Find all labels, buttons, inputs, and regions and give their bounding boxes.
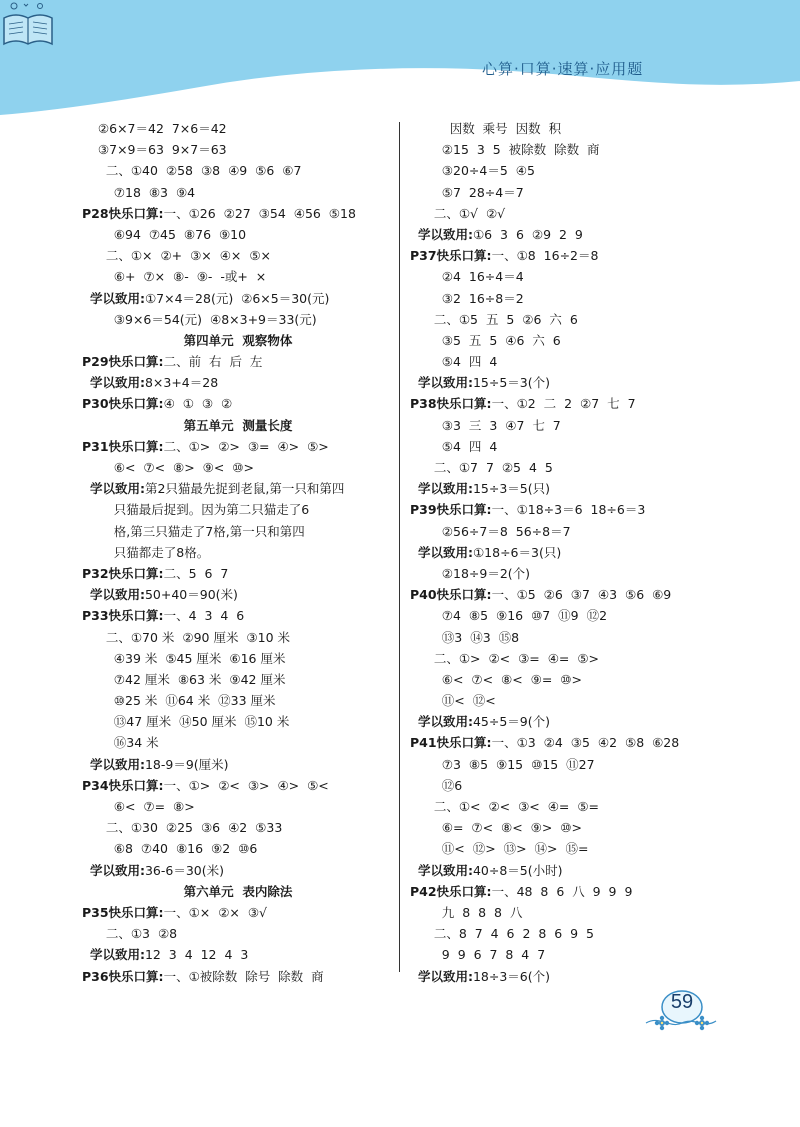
page-number-badge xyxy=(640,985,720,1035)
line-indent xyxy=(410,160,442,181)
answer-text: 学以致用:40÷8＝5(小时) xyxy=(417,862,563,878)
section-label: 学以致用: xyxy=(417,714,473,730)
page-number: 59 xyxy=(670,991,694,1013)
answer-text: 二、①40 ②58 ③8 ④9 ⑤6 ⑥7 xyxy=(105,163,302,179)
line-indent xyxy=(410,521,442,542)
answer-text: ③7×9＝63 9×7＝63 xyxy=(97,142,227,158)
answer-text: P31快乐口算:二、①> ②> ③= ④> ⑤> xyxy=(82,438,329,454)
header-wave-background xyxy=(0,0,800,130)
answer-line xyxy=(410,923,722,944)
column-divider xyxy=(399,122,400,972)
line-indent xyxy=(410,478,418,499)
answer-line xyxy=(410,351,722,372)
answer-line xyxy=(410,478,722,499)
answer-text: 二、①> ②< ③= ④= ⑤> xyxy=(433,650,600,666)
section-label: 学以致用: xyxy=(89,862,145,878)
answer-text: 二、①3 ②8 xyxy=(105,926,178,942)
answer-line xyxy=(82,436,394,457)
answer-text: ②4 16÷4＝4 xyxy=(441,269,524,285)
line-indent xyxy=(410,860,418,881)
line-indent xyxy=(410,351,442,372)
section-label: 学以致用: xyxy=(89,587,145,603)
answer-text: 学以致用:12 3 4 12 4 3 xyxy=(89,947,249,963)
answer-line xyxy=(82,542,394,563)
line-indent xyxy=(82,457,114,478)
line-indent xyxy=(410,542,418,563)
answer-text: P38快乐口算:一、①2 二 2 ②7 七 7 xyxy=(410,396,636,412)
section-label: 学以致用: xyxy=(89,947,145,963)
answer-line xyxy=(410,309,722,330)
section-label: 学以致用: xyxy=(89,375,145,391)
section-label: P33快乐口算: xyxy=(82,608,164,624)
line-indent xyxy=(410,203,434,224)
section-label: 学以致用: xyxy=(417,968,473,984)
answer-line xyxy=(410,330,722,351)
line-indent xyxy=(82,944,90,965)
answer-text: ⑤4 四 4 xyxy=(441,438,498,454)
section-label: P38快乐口算: xyxy=(410,396,492,412)
answer-line xyxy=(82,266,394,287)
answer-text: 第五单元 测量长度 xyxy=(183,417,293,433)
answer-text: 二、①70 米 ②90 厘米 ③10 米 xyxy=(105,629,290,645)
answer-line xyxy=(82,182,394,203)
line-indent xyxy=(82,923,106,944)
answer-text: ⑥< ⑦< ⑧> ⑨< ⑩> xyxy=(113,460,254,475)
line-indent xyxy=(410,288,442,309)
answer-text: 学以致用:①7×4＝28(元) ②6×5＝30(元) xyxy=(89,290,330,306)
answer-line xyxy=(410,732,722,753)
answer-line xyxy=(82,160,394,181)
line-indent xyxy=(82,309,114,330)
line-indent xyxy=(410,902,442,923)
answer-line xyxy=(82,754,394,775)
line-indent xyxy=(82,139,98,160)
unit-heading xyxy=(82,881,394,902)
answer-text: P28快乐口算:一、①26 ②27 ③54 ④56 ⑤18 xyxy=(82,205,356,221)
answers-right-column xyxy=(410,118,722,987)
line-indent xyxy=(82,478,90,499)
section-label: 学以致用: xyxy=(417,226,473,242)
answer-text: ⑪< ⑫< xyxy=(441,693,496,709)
answer-text: 学以致用:第2只猫最先捉到老鼠,第一只和第四 xyxy=(89,481,345,497)
answer-line xyxy=(410,690,722,711)
answer-text: ②6×7＝42 7×6＝42 xyxy=(97,121,227,136)
header-title: 心算·口算·速算·应用题 xyxy=(482,60,644,78)
line-indent xyxy=(410,944,442,965)
answer-line xyxy=(82,521,394,542)
answer-text: 9 9 6 7 8 4 7 xyxy=(441,947,546,963)
answer-line xyxy=(410,838,722,859)
answer-text: P39快乐口算:一、①18÷3＝6 18÷6＝3 xyxy=(410,502,646,518)
line-indent xyxy=(410,330,442,351)
answer-line xyxy=(410,669,722,690)
answer-text: 学以致用:15÷3＝5(只) xyxy=(417,481,550,497)
answer-line xyxy=(82,627,394,648)
answer-line xyxy=(82,838,394,859)
answer-text: ⑪< ⑫> ⑬> ⑭> ⑮= xyxy=(441,841,589,857)
line-indent xyxy=(410,817,442,838)
answer-line xyxy=(82,711,394,732)
section-label: P42快乐口算: xyxy=(410,883,492,899)
answers-left-column xyxy=(82,118,394,987)
answer-line xyxy=(82,860,394,881)
answer-line xyxy=(410,584,722,605)
section-label: P28快乐口算: xyxy=(82,205,164,221)
section-label: P32快乐口算: xyxy=(82,565,164,581)
answer-text: P41快乐口算:一、①3 ②4 ③5 ④2 ⑤8 ⑥28 xyxy=(410,735,680,751)
answer-line xyxy=(410,711,722,732)
section-label: P30快乐口算: xyxy=(82,396,164,412)
answer-line xyxy=(82,563,394,584)
line-indent xyxy=(82,860,90,881)
page-header xyxy=(0,0,800,130)
answer-line xyxy=(82,944,394,965)
answer-text: 只猫都走了8格。 xyxy=(113,544,210,560)
line-indent xyxy=(82,542,114,563)
section-label: 学以致用: xyxy=(89,756,145,772)
section-label: 学以致用: xyxy=(417,544,473,560)
answer-line xyxy=(410,860,722,881)
line-indent xyxy=(410,309,434,330)
answer-text: ②15 3 5 被除数 除数 商 xyxy=(441,142,600,158)
answer-line xyxy=(410,393,722,414)
answer-text: ⑬3 ⑭3 ⑮8 xyxy=(441,629,520,645)
section-label: 学以致用: xyxy=(417,481,473,497)
answer-line xyxy=(82,732,394,753)
answer-text: ③3 三 3 ④7 七 7 xyxy=(441,417,561,433)
answer-text: P29快乐口算:二、前 右 后 左 xyxy=(82,354,263,370)
line-indent xyxy=(410,415,442,436)
answer-line xyxy=(82,499,394,520)
answer-line xyxy=(410,203,722,224)
answer-line xyxy=(82,309,394,330)
line-indent xyxy=(410,605,442,626)
answer-line xyxy=(82,372,394,393)
answer-text: ③2 16÷8＝2 xyxy=(441,290,524,306)
answer-text: ⑦3 ⑧5 ⑨15 ⑩15 ⑪27 xyxy=(441,756,595,772)
answer-text: 二、①< ②< ③< ④= ⑤= xyxy=(433,799,600,814)
open-book-icon xyxy=(0,0,56,50)
section-label: 学以致用: xyxy=(417,375,473,391)
line-indent xyxy=(410,966,418,987)
line-indent xyxy=(82,627,106,648)
answer-text: ⑦18 ⑧3 ⑨4 xyxy=(113,184,196,200)
line-indent xyxy=(410,436,442,457)
line-indent xyxy=(82,521,114,542)
answer-text: 因数 乘号 因数 积 xyxy=(449,121,562,136)
answer-text: P30快乐口算:④ ① ③ ② xyxy=(82,396,233,412)
answer-text: 二、①5 五 5 ②6 六 6 xyxy=(433,311,578,327)
line-indent xyxy=(410,457,434,478)
answer-text: 二、8 7 4 6 2 8 6 9 5 xyxy=(433,926,594,942)
answer-line xyxy=(82,118,394,139)
answer-line xyxy=(410,245,722,266)
answer-text: ⑥= ⑦< ⑧< ⑨> ⑩> xyxy=(441,820,582,836)
line-indent xyxy=(410,182,442,203)
answer-line xyxy=(410,881,722,902)
section-label: P40快乐口算: xyxy=(410,587,492,603)
answer-line xyxy=(82,203,394,224)
line-indent xyxy=(82,372,90,393)
answer-line xyxy=(410,563,722,584)
answer-text: 二、①× ②+ ③× ④× ⑤× xyxy=(105,248,272,264)
line-indent xyxy=(410,627,442,648)
line-indent xyxy=(82,838,114,859)
answer-text: ⑦42 厘米 ⑧63 米 ⑨42 厘米 xyxy=(113,671,286,687)
answer-line xyxy=(82,690,394,711)
answer-text: ⑫6 xyxy=(441,777,463,793)
answer-line xyxy=(82,648,394,669)
answer-text: 二、①30 ②25 ③6 ④2 ⑤33 xyxy=(105,820,283,836)
answer-line xyxy=(82,923,394,944)
answer-text: 只猫最后捉到。因为第二只猫走了6 xyxy=(113,502,310,518)
answer-text: P33快乐口算:一、4 3 4 6 xyxy=(82,608,245,624)
answer-line xyxy=(82,351,394,372)
answer-line xyxy=(410,118,722,139)
answer-text: ⑤7 28÷4＝7 xyxy=(441,184,524,200)
answer-text: 学以致用:45÷5＝9(个) xyxy=(417,714,550,730)
line-indent xyxy=(410,118,450,139)
answer-line xyxy=(410,436,722,457)
line-indent xyxy=(410,690,442,711)
section-label: P35快乐口算: xyxy=(82,904,164,920)
answer-text: 第四单元 观察物体 xyxy=(183,332,293,348)
answer-text: P36快乐口算:一、①被除数 除号 除数 商 xyxy=(82,968,324,984)
unit-heading xyxy=(82,330,394,351)
answer-line xyxy=(410,160,722,181)
answer-text: 学以致用:50+40＝90(米) xyxy=(89,587,238,603)
section-label: P41快乐口算: xyxy=(410,735,492,751)
section-label: 学以致用: xyxy=(89,290,145,306)
line-indent xyxy=(410,711,418,732)
answer-line xyxy=(410,944,722,965)
answer-line xyxy=(410,499,722,520)
answer-text: ⑥+ ⑦× ⑧- ⑨- -或+ × xyxy=(113,269,267,285)
section-label: P29快乐口算: xyxy=(82,354,164,370)
answer-text: ⑩25 米 ⑪64 米 ⑫33 厘米 xyxy=(113,693,276,709)
answer-text: 学以致用:15÷5＝3(个) xyxy=(417,375,550,391)
answer-text: 学以致用:①6 3 6 ②9 2 9 xyxy=(417,226,583,242)
line-indent xyxy=(82,648,114,669)
line-indent xyxy=(82,711,114,732)
line-indent xyxy=(410,775,442,796)
answer-line xyxy=(410,796,722,817)
answer-text: ⑥< ⑦< ⑧< ⑨= ⑩> xyxy=(441,671,582,687)
answer-line xyxy=(82,288,394,309)
answer-text: ⑥< ⑦= ⑧> xyxy=(113,799,195,814)
answer-text: ⑥94 ⑦45 ⑧76 ⑨10 xyxy=(113,226,247,242)
answer-line xyxy=(410,288,722,309)
line-indent xyxy=(82,245,106,266)
answer-text: ②18÷9＝2(个) xyxy=(441,565,531,581)
answer-text: ⑦4 ⑧5 ⑨16 ⑩7 ⑪9 ⑫2 xyxy=(441,608,608,624)
answer-line xyxy=(82,393,394,414)
answer-text: 第六单元 表内除法 xyxy=(183,883,293,899)
answer-text: P37快乐口算:一、①8 16÷2＝8 xyxy=(410,248,599,264)
answer-line xyxy=(410,775,722,796)
answer-line xyxy=(410,266,722,287)
line-indent xyxy=(82,584,90,605)
answer-line xyxy=(82,902,394,923)
section-label: P37快乐口算: xyxy=(410,248,492,264)
line-indent xyxy=(82,754,90,775)
answer-text: 九 8 8 8 八 xyxy=(441,904,523,920)
line-indent xyxy=(410,838,442,859)
answer-line xyxy=(410,139,722,160)
answer-line xyxy=(82,605,394,626)
line-indent xyxy=(82,160,106,181)
answer-text: 学以致用:①18÷6＝3(只) xyxy=(417,544,562,560)
answer-line xyxy=(82,669,394,690)
line-indent xyxy=(410,754,442,775)
line-indent xyxy=(410,923,434,944)
section-label: 学以致用: xyxy=(417,862,473,878)
line-indent xyxy=(82,288,90,309)
line-indent xyxy=(410,648,434,669)
line-indent xyxy=(82,690,114,711)
answer-line xyxy=(82,796,394,817)
answer-line xyxy=(410,966,722,987)
answer-line xyxy=(82,966,394,987)
answer-line xyxy=(410,182,722,203)
line-indent xyxy=(82,266,114,287)
answer-text: ③5 五 5 ④6 六 6 xyxy=(441,332,561,348)
answer-line xyxy=(82,478,394,499)
answer-line xyxy=(82,584,394,605)
answer-text: ⑥8 ⑦40 ⑧16 ⑨2 ⑩6 xyxy=(113,841,258,857)
line-indent xyxy=(82,796,114,817)
answer-text: ②56÷7＝8 56÷8＝7 xyxy=(441,523,571,539)
answer-text: P34快乐口算:一、①> ②< ③> ④> ⑤< xyxy=(82,777,329,793)
line-indent xyxy=(82,224,114,245)
answer-text: ⑯34 米 xyxy=(113,735,159,751)
answer-line xyxy=(410,817,722,838)
answer-line xyxy=(82,817,394,838)
answer-line xyxy=(82,245,394,266)
section-label: P31快乐口算: xyxy=(82,438,164,454)
answer-line xyxy=(410,521,722,542)
answer-text: ④39 米 ⑤45 厘米 ⑥16 厘米 xyxy=(113,650,286,666)
answer-text: 二、①7 7 ②5 4 5 xyxy=(433,460,553,475)
answer-text: 学以致用:36-6＝30(米) xyxy=(89,862,224,878)
answer-line xyxy=(410,457,722,478)
line-indent xyxy=(410,669,442,690)
answer-text: ③9×6＝54(元) ④8×3+9＝33(元) xyxy=(113,311,317,327)
unit-heading xyxy=(82,415,394,436)
line-indent xyxy=(410,796,434,817)
answer-line xyxy=(410,902,722,923)
section-label: 学以致用: xyxy=(89,481,145,497)
answer-text: P32快乐口算:二、5 6 7 xyxy=(82,565,229,581)
answer-line xyxy=(410,542,722,563)
answer-line xyxy=(410,605,722,626)
answer-line xyxy=(82,224,394,245)
answer-line xyxy=(410,372,722,393)
answer-line xyxy=(82,139,394,160)
line-indent xyxy=(82,669,114,690)
answer-line xyxy=(410,224,722,245)
answer-text: ⑬47 厘米 ⑭50 厘米 ⑮10 米 xyxy=(113,714,290,730)
line-indent xyxy=(410,224,418,245)
answer-text: P35快乐口算:一、①× ②× ③√ xyxy=(82,904,267,920)
line-indent xyxy=(82,817,106,838)
line-indent xyxy=(82,118,98,139)
line-indent xyxy=(410,563,442,584)
answer-line xyxy=(410,415,722,436)
answer-line xyxy=(82,775,394,796)
answer-text: 学以致用:18-9＝9(厘米) xyxy=(89,756,229,772)
answer-line xyxy=(410,627,722,648)
line-indent xyxy=(410,372,418,393)
answer-text: P42快乐口算:一、48 8 6 八 9 9 9 xyxy=(410,883,633,899)
answer-text: 学以致用:8×3+4＝28 xyxy=(89,375,219,391)
answer-line xyxy=(410,754,722,775)
section-label: P39快乐口算: xyxy=(410,502,492,518)
line-indent xyxy=(410,139,442,160)
section-label: P36快乐口算: xyxy=(82,968,164,984)
line-indent xyxy=(82,499,114,520)
answer-text: ③20÷4＝5 ④5 xyxy=(441,163,535,179)
section-label: P34快乐口算: xyxy=(82,777,164,793)
line-indent xyxy=(82,182,114,203)
line-indent xyxy=(410,266,442,287)
answer-line xyxy=(82,457,394,478)
answer-text: 格,第三只猫走了7格,第一只和第四 xyxy=(113,523,305,539)
answer-text: 学以致用:18÷3＝6(个) xyxy=(417,968,550,984)
line-indent xyxy=(82,732,114,753)
answer-text: 二、①√ ②√ xyxy=(433,205,506,221)
answer-line xyxy=(410,648,722,669)
answer-text: P40快乐口算:一、①5 ②6 ③7 ④3 ⑤6 ⑥9 xyxy=(410,587,672,603)
answer-text: ⑤4 四 4 xyxy=(441,354,498,370)
